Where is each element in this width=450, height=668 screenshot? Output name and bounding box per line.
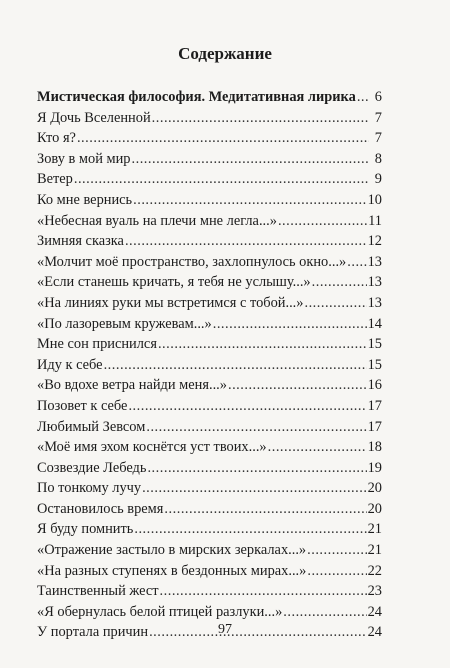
toc-entry: [37, 396, 382, 417]
toc-entry-title: Любимый Зевсом: [37, 418, 146, 435]
toc-entry-title: «Во вдохе ветра найди меня...»: [37, 377, 227, 394]
toc-entry-title: Зову в мой мир: [37, 150, 131, 167]
toc-entry: [37, 417, 382, 438]
toc-entry-page: 20: [367, 500, 382, 517]
toc-entry-title: Созвездие Лебедь: [37, 459, 147, 476]
dot-leader: [307, 561, 366, 582]
dot-leader: [133, 190, 366, 211]
toc-entry: [37, 87, 382, 108]
dot-leader: [132, 149, 370, 170]
toc-entry-title: Мистическая философия. Медитативная лирика: [37, 89, 356, 105]
table-of-contents: [37, 87, 382, 643]
toc-entry-title: «Если станешь кричать, я тебя не услышу...»: [37, 274, 311, 291]
toc-entry: [37, 561, 382, 582]
dot-leader: [347, 252, 366, 273]
toc-entry: [37, 108, 382, 129]
toc-entry: [37, 231, 382, 252]
dot-leader: [213, 314, 367, 335]
dot-leader: [146, 417, 366, 438]
toc-entry-page: 21: [367, 521, 382, 538]
toc-entry-page: 6: [374, 89, 382, 105]
dot-leader: [158, 334, 367, 355]
toc-entry: [37, 375, 382, 396]
toc-entry-page: 16: [367, 377, 382, 394]
dot-leader: [304, 293, 366, 314]
toc-entry-title: У портала причин: [37, 624, 149, 641]
toc-entry-title: Позовет к себе: [37, 397, 128, 414]
toc-entry-title: «Я обернулась белой птицей разлуки...»: [37, 603, 283, 620]
toc-entry-page: 17: [367, 397, 382, 414]
toc-entry-title: Иду к себе: [37, 356, 103, 373]
toc-entry-page: 20: [367, 480, 382, 497]
toc-entry-title: Ветер: [37, 171, 73, 188]
toc-entry-page: 13: [367, 294, 382, 311]
toc-entry-page: 23: [367, 583, 382, 600]
toc-entry-page: 12: [367, 233, 382, 250]
toc-entry: [37, 149, 382, 170]
dot-leader: [77, 128, 369, 149]
toc-entry: [37, 458, 382, 479]
dot-leader: [125, 231, 367, 252]
toc-entry: [37, 314, 382, 335]
toc-entry-page: 9: [374, 171, 382, 188]
toc-entry: [37, 519, 382, 540]
toc-entry: [37, 190, 382, 211]
dot-leader: [312, 272, 367, 293]
toc-entry-page: 21: [367, 542, 382, 559]
toc-entry: [37, 252, 382, 273]
toc-entry: [37, 437, 382, 458]
toc-entry-title: Ко мне вернись: [37, 191, 133, 208]
toc-entry-title: Зимняя сказка: [37, 233, 124, 250]
toc-entry-page: 7: [374, 130, 382, 147]
toc-entry-title: «Молчит моё пространство, захлопнулось окно...»: [37, 253, 347, 270]
dot-leader: [268, 437, 367, 458]
toc-entry-title: Мне сон приснился: [37, 336, 157, 353]
dot-leader: [357, 87, 369, 108]
toc-entry: [37, 540, 382, 561]
toc-entry-page: 11: [368, 212, 382, 229]
page-number: 97: [218, 622, 232, 637]
dot-leader: [152, 108, 369, 129]
toc-entry-title: Я Дочь Вселенной: [37, 109, 151, 126]
toc-entry-title: Кто я?: [37, 130, 76, 147]
toc-entry-title: «Моё имя эхом коснётся уст твоих...»: [37, 439, 267, 456]
toc-entry: [37, 602, 382, 623]
toc-entry-title: Остановилось время: [37, 500, 164, 517]
toc-entry-title: По тонкому лучу: [37, 480, 142, 497]
toc-entry-page: 19: [367, 459, 382, 476]
toc-entry-page: 8: [374, 150, 382, 167]
toc-entry-title: «По лазоревым кружевам...»: [37, 315, 212, 332]
dot-leader: [134, 519, 366, 540]
toc-entry: [37, 499, 382, 520]
toc-entry: [37, 211, 382, 232]
dot-leader: [160, 581, 367, 602]
dot-leader: [307, 540, 366, 561]
toc-entry-title: «Отражение застыло в мирских зеркалах...»: [37, 542, 307, 559]
toc-entry-page: 22: [367, 562, 382, 579]
dot-leader: [104, 355, 367, 376]
dot-leader: [283, 602, 366, 623]
toc-entry: [37, 334, 382, 355]
toc-entry-page: 24: [367, 624, 382, 641]
toc-entry: [37, 128, 382, 149]
toc-entry-page: 15: [367, 336, 382, 353]
dot-leader: [278, 211, 367, 232]
page-title: Содержание: [178, 44, 272, 63]
dot-leader: [128, 396, 366, 417]
dot-leader: [228, 375, 367, 396]
toc-entry-page: 7: [374, 109, 382, 126]
toc-entry-title: «На разных ступенях в бездонных мирах...»: [37, 562, 307, 579]
toc-entry-page: 13: [367, 274, 382, 291]
toc-entry-page: 24: [367, 603, 382, 620]
toc-entry: [37, 478, 382, 499]
toc-entry-page: 13: [367, 253, 382, 270]
toc-entry-page: 15: [367, 356, 382, 373]
toc-entry: [37, 581, 382, 602]
toc-entry-title: Я буду помнить: [37, 521, 134, 538]
toc-entry-page: 14: [367, 315, 382, 332]
toc-entry-title: Таинственный жест: [37, 583, 159, 600]
toc-entry-title: «На линиях руки мы встретимся с тобой...»: [37, 294, 304, 311]
dot-leader: [164, 499, 366, 520]
dot-leader: [147, 458, 366, 479]
toc-entry: [37, 272, 382, 293]
toc-entry-page: 10: [367, 191, 382, 208]
toc-entry-page: 18: [367, 439, 382, 456]
toc-entry: [37, 355, 382, 376]
toc-entry: [37, 169, 382, 190]
dot-leader: [74, 169, 369, 190]
toc-entry-title: «Небесная вуаль на плечи мне легла...»: [37, 212, 277, 229]
toc-entry: [37, 293, 382, 314]
toc-entry-page: 17: [367, 418, 382, 435]
dot-leader: [142, 478, 367, 499]
